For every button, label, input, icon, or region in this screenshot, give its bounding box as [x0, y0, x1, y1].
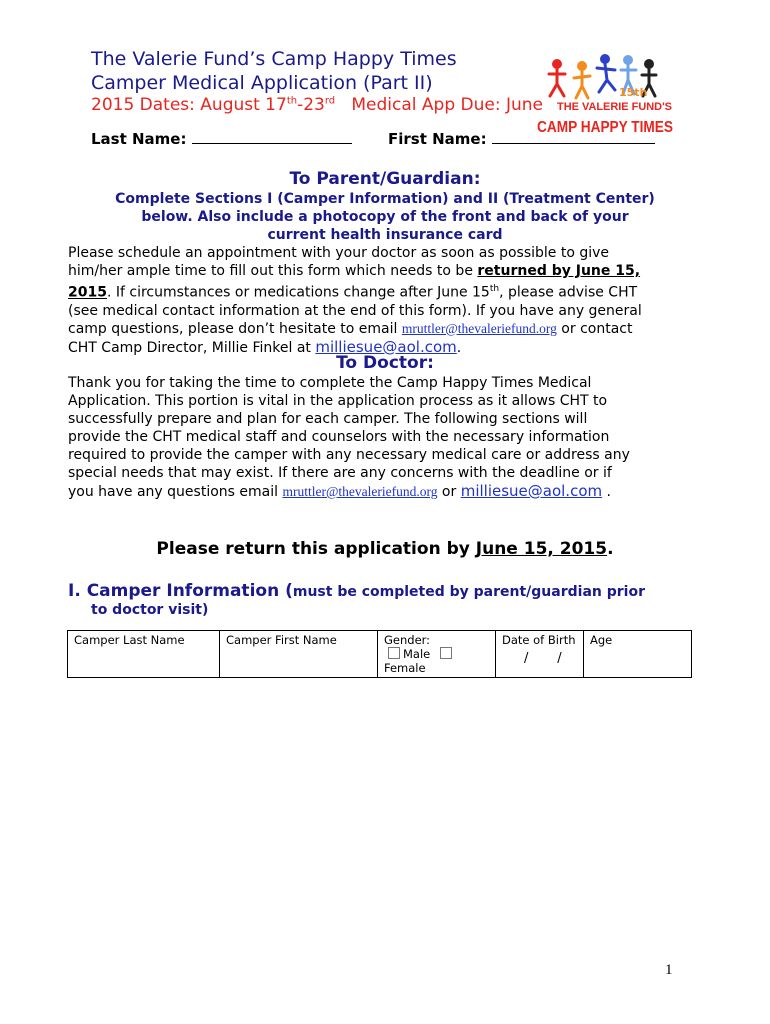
paragraph-line: required to provide the camper with any necessary medical care or address any	[68, 447, 630, 463]
paragraph-line: special needs that may exist. If there are any concerns with the deadline or if	[68, 465, 612, 481]
text-run: or	[437, 484, 461, 500]
parent-guardian-heading: To Parent/Guardian:	[289, 169, 481, 189]
last-name-field[interactable]	[91, 129, 352, 148]
text-run: CHT Camp Director, Millie Finkel at	[68, 339, 316, 356]
male-label: Male	[403, 647, 431, 661]
male-checkbox[interactable]	[388, 647, 400, 659]
logo-top-text: THE VALERIE FUND'S	[557, 101, 672, 113]
dob-slashes: / /	[524, 651, 562, 666]
column-label: Camper Last Name	[74, 633, 185, 647]
text-run: you have any questions email	[68, 484, 283, 500]
paragraph-line: (see medical contact information at the end of this form). If you have any general	[68, 302, 642, 319]
milliesue-email-link[interactable]: milliesue@aol.com	[460, 482, 603, 500]
figure-orange	[574, 61, 590, 98]
column-label: Gender:	[384, 633, 431, 647]
gender-options	[384, 647, 489, 661]
camp-dates	[91, 95, 543, 115]
due-date-label: Medical App Due: June	[351, 95, 544, 115]
dob-cell[interactable]	[496, 631, 584, 678]
paragraph-line: successfully prepare and plan for each camper. The following sections will	[68, 411, 588, 427]
doctor-paragraph	[68, 374, 698, 501]
text-run: . If circumstances or medications change after June 15	[106, 284, 490, 301]
paragraph-line: Application. This portion is vital in the application process as it allows CHT to	[68, 393, 608, 409]
parent-paragraph	[68, 244, 698, 357]
female-checkbox[interactable]	[440, 647, 452, 659]
camp-happy-times-logo	[535, 50, 675, 140]
document-title-line1: The Valerie Fund’s Camp Happy Times	[91, 48, 457, 70]
logo-badge: 15th	[619, 86, 648, 99]
paragraph-line	[68, 482, 698, 501]
female-label: Female	[384, 661, 426, 675]
return-year: 2015	[68, 284, 107, 301]
paragraph-line	[68, 320, 698, 338]
return-by-date: returned by June 15,	[477, 263, 641, 279]
dates-prefix: 2015 Dates: August 17	[91, 95, 287, 115]
doctor-heading: To Doctor:	[336, 353, 434, 373]
section1-note: must be completed by parent/guardian prior	[292, 584, 645, 600]
column-label: Age	[590, 633, 613, 647]
return-notice-date: June 15, 2015	[475, 539, 608, 559]
paragraph-line	[68, 262, 698, 280]
paragraph-line: Thank you for taking the time to complete the Camp Happy Times Medical	[68, 375, 592, 391]
figure-blue	[597, 54, 615, 92]
return-notice	[68, 539, 702, 559]
text-run: him/her ample time to fill out this form which needs to be	[68, 263, 478, 279]
mruttler-email-link[interactable]: mruttler@thevaleriefund.org	[282, 484, 438, 499]
dates-mid: -23	[297, 95, 325, 115]
milliesue-email-link[interactable]: milliesue@aol.com	[315, 337, 457, 356]
age-cell[interactable]	[584, 631, 692, 678]
section1-heading	[68, 581, 645, 601]
dates-sup-rd: rd	[324, 95, 336, 107]
gender-cell	[378, 631, 496, 678]
instruction-line: current health insurance card	[267, 227, 503, 243]
sup-th: th	[489, 284, 500, 294]
document-title-line2: Camper Medical Application (Part II)	[91, 72, 433, 94]
page-number: 1	[665, 962, 673, 978]
section1-title: I. Camper Information (	[68, 581, 293, 601]
figure-red	[549, 59, 565, 96]
section1-note-cont: to doctor visit)	[91, 602, 209, 618]
text-run: .	[456, 339, 462, 356]
camper-last-name-cell[interactable]	[68, 631, 220, 678]
parent-instructions	[68, 190, 702, 244]
column-label: Date of Birth	[502, 633, 576, 647]
return-notice-text: Please return this application by	[156, 539, 476, 559]
dates-sup-th: th	[286, 95, 298, 107]
last-name-line[interactable]	[192, 129, 352, 144]
paragraph-line: Please schedule an appointment with your doctor as soon as possible to give	[68, 245, 610, 261]
last-name-label: Last Name:	[91, 130, 187, 148]
column-label: Camper First Name	[226, 633, 337, 647]
mruttler-email-link[interactable]: mruttler@thevaleriefund.org	[401, 320, 557, 336]
return-notice-end: .	[607, 539, 614, 559]
text-run: camp questions, please don’t hesitate to email	[68, 320, 402, 337]
logo-bottom-text: CAMP HAPPY TIMES	[537, 119, 674, 136]
instruction-line: Complete Sections I (Camper Information) and II (Treatment Center)	[115, 191, 655, 207]
table-row	[68, 631, 692, 678]
camper-first-name-cell[interactable]	[220, 631, 378, 678]
text-run: , please advise CHT	[499, 284, 638, 301]
paragraph-line	[68, 280, 698, 302]
text-run: or contact	[556, 320, 633, 337]
text-run: .	[602, 484, 612, 500]
camper-info-table	[67, 630, 692, 678]
first-name-label: First Name:	[388, 130, 487, 148]
instruction-line: below. Also include a photocopy of the front and back of your	[141, 209, 629, 225]
paragraph-line: provide the CHT medical staff and counselors with the necessary information	[68, 429, 610, 445]
